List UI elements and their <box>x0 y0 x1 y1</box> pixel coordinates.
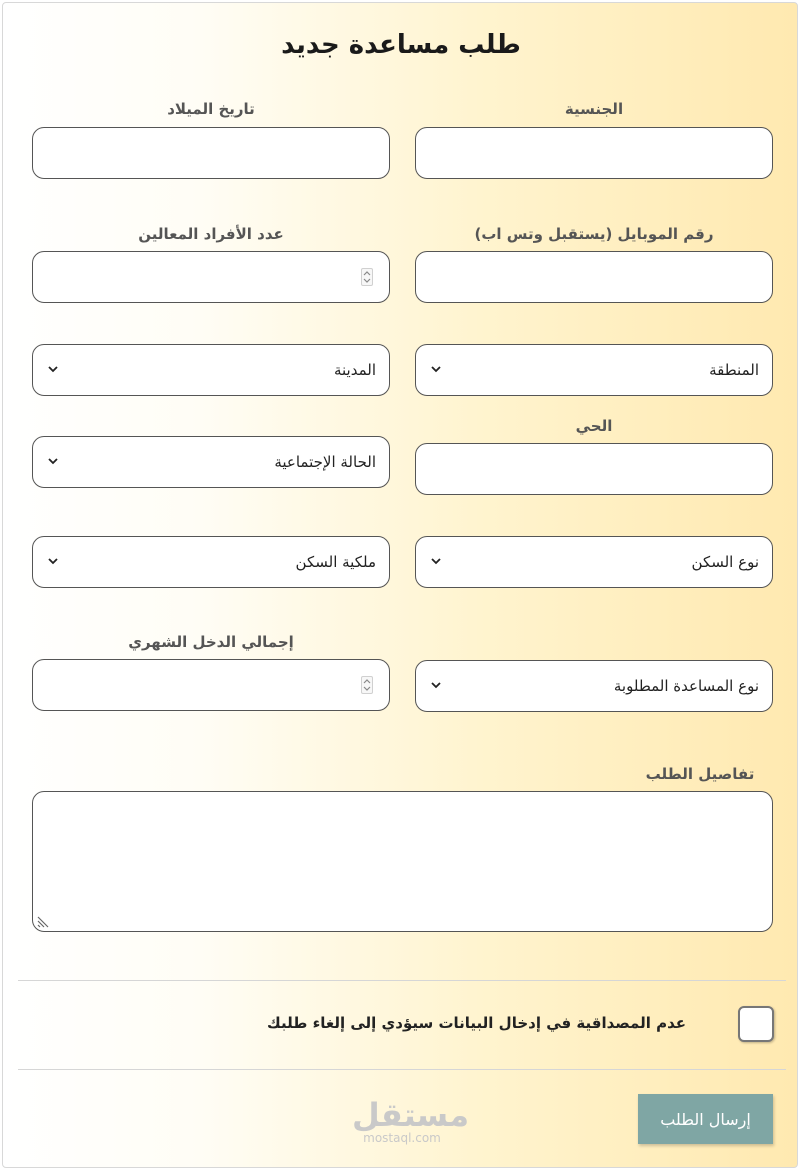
aid-type-select-value: نوع المساعدة المطلوبة <box>613 677 759 695</box>
details-textarea[interactable] <box>32 791 773 932</box>
mostaql-watermark-logo <box>352 1096 470 1145</box>
disclaimer-checkbox[interactable] <box>738 1006 774 1042</box>
region-select-value: المنطقة <box>709 361 759 379</box>
social-status-select-value: الحالة الإجتماعية <box>274 453 376 471</box>
chevron-down-icon <box>47 555 59 567</box>
dependents-spinner[interactable] <box>361 268 373 286</box>
resize-handle-icon[interactable] <box>37 916 49 928</box>
mobile-label: رقم الموبايل (يستقبل وتس اب) <box>474 225 714 243</box>
watermark-arabic: مستقل <box>352 1096 470 1134</box>
disclaimer-text: عدم المصداقية في إدخال البيانات سيؤدي إلى إلغاء طلبك <box>267 1014 686 1032</box>
dependents-number-input[interactable] <box>32 251 390 303</box>
details-label: تفاصيل الطلب <box>645 765 755 783</box>
watermark-latin: mostaql.com <box>363 1131 441 1145</box>
income-label: إجمالي الدخل الشهري <box>128 633 294 651</box>
mobile-input[interactable] <box>415 251 773 303</box>
chevron-down-icon <box>47 363 59 375</box>
page-title: طلب مساعدة جديد <box>281 30 521 60</box>
aid-type-select[interactable] <box>415 660 773 712</box>
district-input[interactable] <box>415 443 773 495</box>
chevron-down-icon <box>430 555 442 567</box>
housing-type-select-value: نوع السكن <box>691 553 759 571</box>
city-select[interactable] <box>32 344 390 396</box>
submit-button[interactable]: إرسال الطلب <box>638 1094 773 1144</box>
chevron-down-icon <box>430 363 442 375</box>
chevron-down-icon <box>430 679 442 691</box>
housing-ownership-select-value: ملكية السكن <box>295 553 376 571</box>
birthdate-label: تاريخ الميلاد <box>167 100 255 118</box>
divider <box>18 980 786 981</box>
divider <box>18 1069 786 1070</box>
birthdate-input[interactable] <box>32 127 390 179</box>
income-number-input[interactable] <box>32 659 390 711</box>
district-label: الحي <box>575 417 613 435</box>
nationality-label: الجنسية <box>564 100 624 118</box>
region-select[interactable] <box>415 344 773 396</box>
nationality-input[interactable] <box>415 127 773 179</box>
city-select-value: المدينة <box>333 361 376 379</box>
dependents-label: عدد الأفراد المعالين <box>138 225 284 243</box>
income-spinner[interactable] <box>361 676 373 694</box>
social-status-select[interactable] <box>32 436 390 488</box>
housing-type-select[interactable] <box>415 536 773 588</box>
chevron-down-icon <box>47 455 59 467</box>
housing-ownership-select[interactable] <box>32 536 390 588</box>
